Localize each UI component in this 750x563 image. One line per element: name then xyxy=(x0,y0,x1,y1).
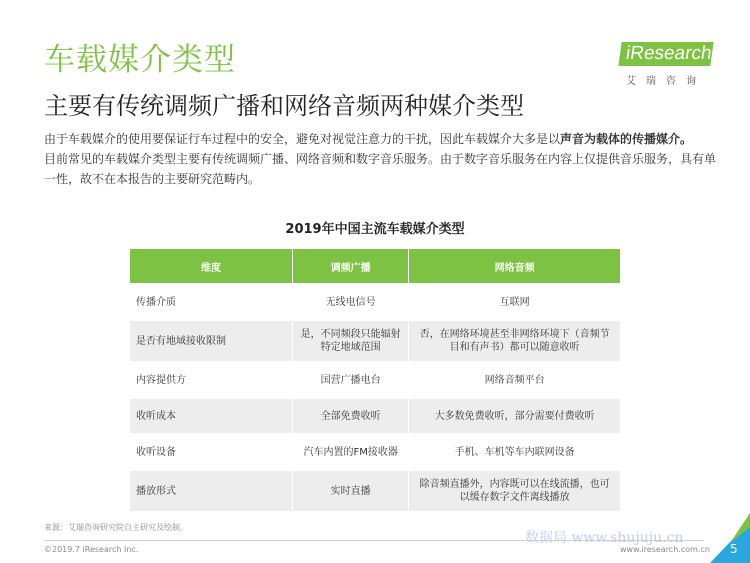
table-row xyxy=(130,397,620,433)
intro-text-1: 由于车载媒介的使用要保证行车过程中的安全，避免对视觉注意力的干扰，因此车载媒介大多是以 xyxy=(44,132,561,146)
copyright-text: ©2019.7 iResearch Inc. xyxy=(44,545,139,554)
media-type-table xyxy=(130,249,620,511)
intro-paragraph xyxy=(44,129,724,189)
row-dimension: 收听设备 xyxy=(130,433,293,469)
table-row xyxy=(130,283,620,319)
row-dimension: 传播介质 xyxy=(130,283,293,319)
cell-online-audio: 除音频直播外，内容既可以在线流播，也可以缓存数字文件离线播放 xyxy=(409,469,620,511)
logo-wordmark: iResearch xyxy=(618,42,713,66)
intro-text-bold: 声音为载体的传播媒介。 xyxy=(560,132,693,146)
page-subtitle: 主要有传统调频广播和网络音频两种媒介类型 xyxy=(44,92,524,120)
watermark: 数据局 www.shujuju.cn xyxy=(525,530,684,546)
website-link[interactable]: www.iresearch.com.cn xyxy=(620,545,710,554)
cell-online-audio: 大多数免费收听，部分需要付费收听 xyxy=(409,397,620,433)
table-row xyxy=(130,433,620,469)
cell-fm-radio: 汽车内置的FM接收器 xyxy=(293,433,409,469)
page-title: 车载媒介类型 xyxy=(44,42,236,78)
table-row xyxy=(130,319,620,361)
cell-fm-radio: 实时直播 xyxy=(293,469,409,511)
cell-online-audio: 否，在网络环境甚至非网络环境下（音频节目和有声书）都可以随意收听 xyxy=(409,319,620,361)
cell-fm-radio: 无线电信号 xyxy=(293,283,409,319)
cell-online-audio: 互联网 xyxy=(409,283,620,319)
table-title: 2019年中国主流车载媒介类型 xyxy=(285,222,465,237)
header-online-audio: 网络音频 xyxy=(409,249,620,283)
intro-text-2: 目前常见的车载媒介类型主要有传统调频广播、网络音频和数字音乐服务。由于数字音乐服务在内容上仅提供音乐服务，具有单一性，故不在本报告的主要研究范畴内。 xyxy=(44,152,717,186)
row-dimension: 收听成本 xyxy=(130,397,293,433)
table-row xyxy=(130,469,620,511)
iresearch-logo xyxy=(612,38,717,88)
header-dimension: 维度 xyxy=(130,249,293,283)
logo-subtitle: 艾瑞咨询 xyxy=(626,76,706,87)
source-note: 来源：艾瑞咨询研究院自主研究及绘制。 xyxy=(44,523,188,532)
row-dimension: 是否有地域接收限制 xyxy=(130,319,293,361)
cell-fm-radio: 国营广播电台 xyxy=(293,361,409,397)
table-header-row xyxy=(130,249,620,283)
cell-fm-radio: 是，不同频段只能辐射特定地域范围 xyxy=(293,319,409,361)
cell-online-audio: 网络音频平台 xyxy=(409,361,620,397)
cell-fm-radio: 全部免费收听 xyxy=(293,397,409,433)
row-dimension: 内容提供方 xyxy=(130,361,293,397)
page-number: 5 xyxy=(730,542,738,556)
cell-online-audio: 手机、车机等车内联网设备 xyxy=(409,433,620,469)
table-row xyxy=(130,361,620,397)
header-fm-radio: 调频广播 xyxy=(293,249,409,283)
row-dimension: 播放形式 xyxy=(130,469,293,511)
